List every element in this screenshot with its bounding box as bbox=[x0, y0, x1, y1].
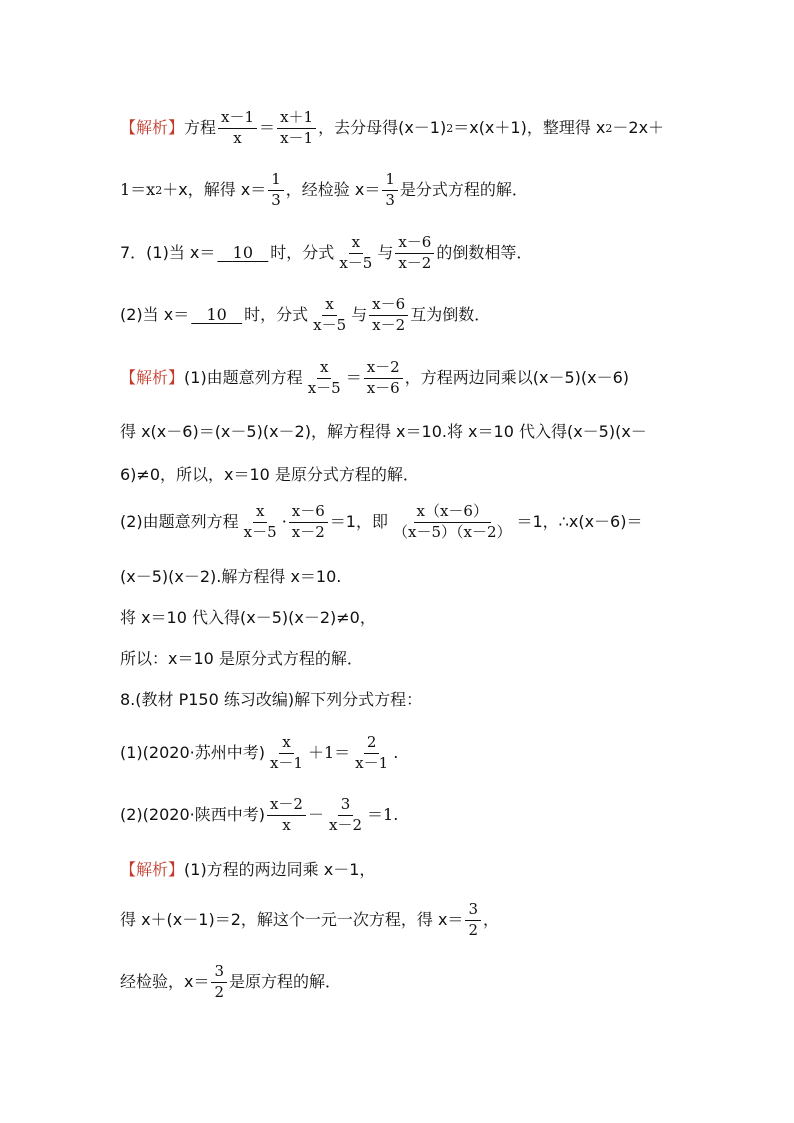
sol8-line-2 bbox=[120, 900, 499, 940]
denominator: 3 bbox=[385, 190, 395, 209]
fraction bbox=[395, 232, 434, 272]
sol7-line-3: 6)≠0，所以，x＝10 是原分式方程的解． bbox=[120, 465, 419, 484]
text: 的倒数相等． bbox=[436, 243, 533, 262]
numerator: x－1 bbox=[218, 110, 257, 129]
denominator: x bbox=[233, 128, 242, 147]
sol8-line-1 bbox=[120, 850, 375, 890]
sol7-line-7: 所以：x＝10 是原分式方程的解． bbox=[120, 649, 363, 668]
answer-blank bbox=[215, 245, 270, 261]
analysis-tag: 【解析】 bbox=[120, 860, 185, 879]
text: ＝1. bbox=[367, 805, 399, 824]
text: 经检验，x＝ bbox=[120, 972, 210, 991]
numerator: x bbox=[317, 360, 331, 379]
text: 方程 bbox=[184, 118, 217, 137]
answer-value: 10 bbox=[232, 243, 254, 262]
denominator: x－5 bbox=[243, 522, 277, 541]
fraction bbox=[336, 232, 375, 272]
text: (2)(2020·陕西中考) bbox=[120, 805, 265, 824]
text: ＋1＝ bbox=[307, 743, 351, 762]
sol7-line-5: (x－5)(x－2).解方程得 x＝10. bbox=[120, 567, 342, 586]
sol8-line-3 bbox=[120, 962, 341, 1002]
numerator: x bbox=[322, 297, 336, 316]
equals: ＝ bbox=[345, 368, 362, 387]
denominator: x－5 bbox=[339, 253, 373, 272]
numerator: x－6 bbox=[289, 504, 328, 523]
text: 互为倒数． bbox=[410, 305, 491, 324]
fraction bbox=[465, 899, 481, 939]
numerator: 3 bbox=[211, 964, 227, 983]
fraction bbox=[310, 294, 349, 334]
superscript: 2 bbox=[605, 121, 613, 135]
text: . bbox=[393, 743, 399, 762]
fraction bbox=[289, 501, 328, 541]
text: 得 x＋(x－1)＝2，解这个一元一次方程，得 x＝ bbox=[120, 910, 464, 929]
denominator: x－5 bbox=[313, 315, 347, 334]
text: ， bbox=[482, 910, 499, 929]
text: ，方程两边同乘以(x－5)(x－6) bbox=[404, 368, 630, 387]
q8-part-2 bbox=[120, 795, 398, 835]
answer-blank bbox=[189, 307, 244, 323]
analysis-tag: 【解析】 bbox=[120, 118, 185, 137]
denominator: （x－5）（x－2） bbox=[392, 522, 512, 541]
denominator: x－6 bbox=[366, 378, 400, 397]
multiply-dot: · bbox=[281, 512, 287, 531]
numerator: 1 bbox=[268, 172, 284, 191]
text: ＝1，∴x(x－6)＝ bbox=[516, 512, 643, 531]
text: (2)由题意列方程 bbox=[120, 512, 239, 531]
denominator: x－2 bbox=[329, 815, 363, 834]
fraction bbox=[305, 357, 344, 397]
sol7-line-2: 得 x(x－6)＝(x－5)(x－2)，解方程得 x＝10.将 x＝10 代入得(x－5)(x－ bbox=[120, 422, 647, 441]
fraction bbox=[241, 501, 280, 541]
denominator: x－2 bbox=[372, 315, 406, 334]
numerator: 3 bbox=[338, 797, 354, 816]
sec6-line-1 bbox=[120, 108, 664, 148]
text: 与 bbox=[377, 243, 394, 262]
fraction bbox=[364, 357, 403, 397]
numerator: x bbox=[279, 735, 293, 754]
text: (1)由题意列方程 bbox=[184, 368, 303, 387]
denominator: x－5 bbox=[307, 378, 341, 397]
numerator: x－2 bbox=[267, 797, 306, 816]
numerator: x bbox=[349, 235, 363, 254]
text: 时，分式 bbox=[270, 243, 335, 262]
text: 与 bbox=[351, 305, 368, 324]
fraction bbox=[390, 501, 515, 541]
sec6-line-2 bbox=[120, 170, 528, 210]
text: ，去分母得(x－1) bbox=[318, 118, 447, 137]
numerator: x bbox=[253, 504, 267, 523]
text: 是原方程的解． bbox=[229, 972, 342, 991]
text: 7．(1)当 x＝ bbox=[120, 243, 216, 262]
numerator: x（x－6） bbox=[414, 504, 491, 523]
numerator: 2 bbox=[364, 735, 380, 754]
text: 是分式方程的解． bbox=[399, 180, 528, 199]
denominator: x－1 bbox=[269, 753, 303, 772]
fraction bbox=[352, 732, 391, 772]
denominator: 2 bbox=[214, 982, 225, 1001]
sol7-line-4 bbox=[120, 502, 642, 542]
text: ，经检验 x＝ bbox=[285, 180, 381, 199]
q7-part-1 bbox=[120, 233, 532, 273]
q8-part-1 bbox=[120, 733, 398, 773]
fraction bbox=[267, 794, 306, 834]
answer-value: 10 bbox=[206, 305, 227, 324]
text: －2x＋ bbox=[612, 118, 665, 137]
q8-title: 8.(教材 P150 练习改编)解下列分式方程： bbox=[120, 690, 423, 709]
numerator: 1 bbox=[382, 172, 398, 191]
numerator: 3 bbox=[465, 902, 481, 921]
text: 时，分式 bbox=[244, 305, 309, 324]
q7-part-2 bbox=[120, 295, 490, 335]
sol7-line-1 bbox=[120, 358, 629, 398]
superscript: 2 bbox=[446, 121, 454, 135]
text: 1＝x bbox=[120, 180, 156, 199]
fraction bbox=[267, 732, 306, 772]
text: － bbox=[307, 805, 324, 824]
denominator: 3 bbox=[271, 190, 281, 209]
text: ＝x(x＋1)，整理得 x bbox=[453, 118, 606, 137]
text: ＋x，解得 x＝ bbox=[162, 180, 267, 199]
fraction bbox=[218, 107, 257, 147]
denominator: x－1 bbox=[355, 753, 389, 772]
text: (1)(2020·苏州中考) bbox=[120, 743, 265, 762]
denominator: x－2 bbox=[291, 522, 325, 541]
fraction bbox=[369, 294, 408, 334]
denominator: x－1 bbox=[280, 128, 314, 147]
text: (1)方程的两边同乘 x－1， bbox=[184, 860, 376, 879]
fraction bbox=[382, 169, 398, 209]
fraction bbox=[326, 794, 365, 834]
text: (2)当 x＝ bbox=[120, 305, 190, 324]
equals: ＝ bbox=[259, 118, 276, 137]
denominator: x－2 bbox=[398, 253, 432, 272]
sol7-line-6: 将 x＝10 代入得(x－5)(x－2)≠0， bbox=[120, 608, 376, 627]
analysis-tag: 【解析】 bbox=[120, 368, 185, 387]
fraction bbox=[268, 169, 284, 209]
denominator: x bbox=[282, 815, 291, 834]
numerator: x－6 bbox=[369, 297, 408, 316]
denominator: 2 bbox=[468, 920, 478, 939]
superscript: 2 bbox=[155, 183, 163, 197]
numerator: x－6 bbox=[395, 235, 434, 254]
text: ＝1，即 bbox=[329, 512, 388, 531]
fraction bbox=[211, 961, 227, 1001]
numerator: x＋1 bbox=[277, 110, 316, 129]
fraction bbox=[277, 107, 316, 147]
numerator: x－2 bbox=[364, 360, 403, 379]
